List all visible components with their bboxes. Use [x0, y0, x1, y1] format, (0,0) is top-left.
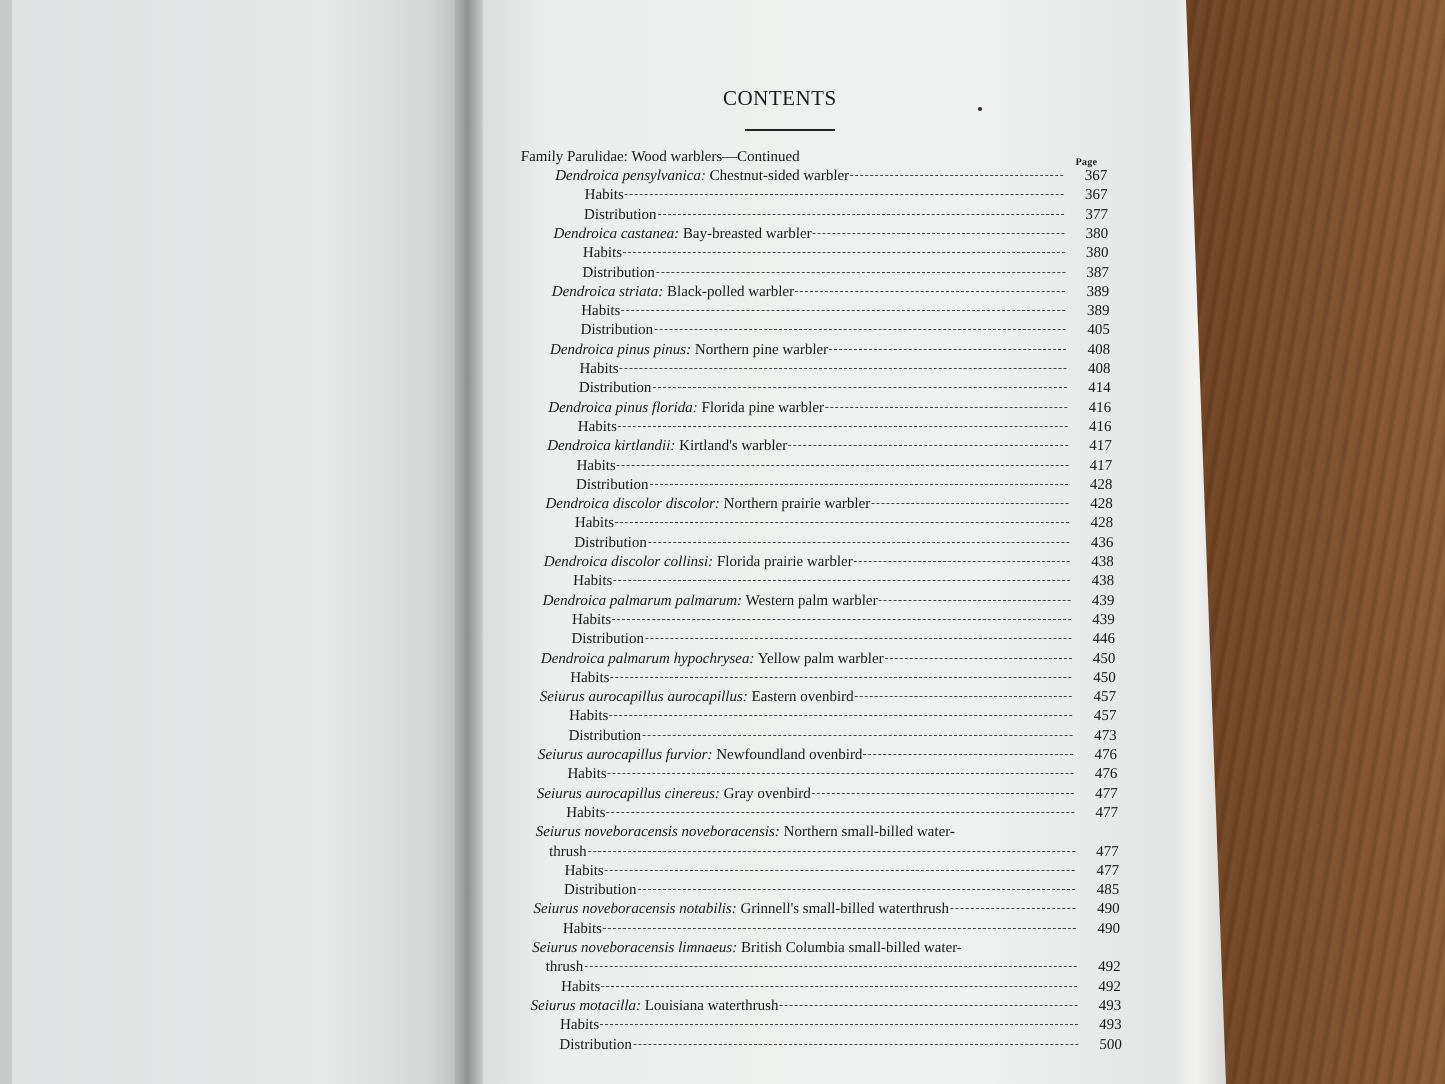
toc-species-row [532, 938, 1121, 958]
dot-leader [642, 734, 1073, 736]
toc-subsection-row [584, 185, 1107, 205]
page-number: 389 [1086, 303, 1110, 320]
species-scientific-name: Seiurus aurocapillus cinereus: [536, 785, 721, 802]
dot-leader [605, 869, 1075, 871]
toc-entry-label: Distribution [571, 631, 645, 648]
toc-subsection-row [568, 726, 1117, 746]
dot-leader [617, 464, 1068, 466]
toc-entry-label [542, 591, 878, 611]
page-number: 367 [1084, 168, 1108, 184]
dot-leader [613, 579, 1070, 581]
page-number: 492 [1098, 978, 1122, 995]
dot-leader [603, 927, 1076, 929]
species-scientific-name: Seiurus motacilla: [530, 997, 642, 1014]
dot-leader [584, 965, 1076, 967]
toc-entry-label: Distribution [574, 534, 648, 551]
toc-entry-label: Habits [567, 766, 607, 783]
species-scientific-name: Dendroica pinus florida: [548, 399, 699, 416]
toc-subsection-row [574, 533, 1114, 553]
dot-leader [950, 907, 1076, 909]
toc-entry-label [538, 745, 863, 765]
dot-leader [813, 232, 1065, 234]
species-scientific-name: Seiurus noveboracensis notabilis: [533, 901, 737, 918]
species-common-name: Florida prairie warbler [716, 554, 853, 570]
toc-entry-label [545, 494, 870, 514]
toc-entry-label [541, 649, 884, 669]
dot-leader [615, 521, 1069, 523]
toc-subsection-row [576, 456, 1112, 476]
toc-entry-label: thrush [548, 843, 587, 860]
page-number: 414 [1088, 380, 1112, 397]
species-common-name: Grinnell's small-billed waterthrush [740, 901, 950, 918]
species-common-name: Florida pine warbler [701, 399, 825, 416]
toc-subsection-row [569, 706, 1117, 726]
page-number: 477 [1095, 804, 1119, 821]
toc-entry-label: thrush [545, 959, 584, 976]
toc-entry-label [537, 784, 811, 804]
toc-entry-label: Distribution [563, 882, 637, 899]
species-scientific-name: Dendroica kirtlandii: [546, 438, 676, 455]
toc-subsection-row [579, 378, 1111, 398]
page-number: 476 [1094, 766, 1118, 783]
toc-species-row [548, 398, 1111, 418]
dot-leader [612, 618, 1071, 620]
dot-leader [850, 174, 1063, 176]
page-number: 428 [1090, 496, 1113, 513]
toc-subsection-row [575, 513, 1114, 533]
dot-leader [620, 367, 1067, 369]
page-number: 389 [1086, 283, 1110, 300]
page-number: 490 [1097, 920, 1121, 937]
toc-subsection-row [570, 668, 1116, 688]
page-number: 457 [1093, 708, 1117, 725]
toc-entry-label [533, 899, 949, 919]
toc-entry-label: Habits [568, 708, 609, 725]
dot-leader [625, 193, 1064, 195]
toc-entry-label [532, 938, 962, 958]
toc-subsection-row [566, 803, 1118, 823]
page-number: 477 [1096, 862, 1120, 879]
toc-subsection-row [582, 263, 1109, 283]
toc-entry-label: Habits [582, 245, 623, 262]
toc-subsection-row [564, 861, 1119, 881]
dot-leader [885, 657, 1072, 659]
page-number: 380 [1085, 225, 1109, 242]
page-number: 417 [1089, 457, 1113, 474]
species-scientific-name: Dendroica palmarum palmarum: [542, 592, 743, 609]
toc-subsection-row [580, 320, 1110, 340]
species-common-name: Yellow palm warbler [757, 650, 884, 667]
dot-leader [656, 271, 1065, 273]
species-common-name: Newfoundland ovenbird [715, 747, 863, 763]
toc-entry-label: Habits [564, 862, 604, 879]
left-page [0, 0, 465, 1084]
dot-leader [645, 637, 1071, 639]
toc-species-row [555, 166, 1108, 186]
species-common-name: Gray ovenbird [723, 785, 811, 802]
toc-entry-label: Habits [571, 611, 612, 628]
toc-entry-label [547, 436, 788, 456]
toc-entry-label [530, 996, 778, 1016]
species-scientific-name: Dendroica castanea: [553, 225, 680, 242]
toc-entry-label: Distribution [580, 322, 654, 339]
dot-leader [600, 1023, 1077, 1025]
page-number: 438 [1091, 554, 1114, 570]
paper-speck [978, 107, 982, 111]
toc-species-row [547, 436, 1112, 456]
toc-entry-label [551, 282, 794, 302]
toc-subsection-row [577, 417, 1111, 437]
page-number: 500 [1099, 1036, 1123, 1053]
page-number: 405 [1087, 322, 1111, 339]
species-scientific-name: Seiurus noveboracensis limnaeus: [532, 940, 738, 956]
page-number: 493 [1098, 997, 1122, 1014]
page-number: 493 [1098, 1017, 1122, 1034]
page-number: 408 [1087, 361, 1111, 377]
toc-species-row [541, 649, 1116, 669]
toc-subsection-row [559, 1035, 1122, 1055]
dot-leader [863, 753, 1073, 755]
toc-entry-label: Distribution [582, 264, 656, 281]
toc-entry-label [535, 822, 955, 842]
page-number: 377 [1085, 206, 1109, 223]
toc-entry-label: Habits [584, 187, 625, 204]
toc-species-row [550, 340, 1111, 360]
species-common-name: Northern small-billed water- [783, 824, 956, 841]
page-number: 446 [1092, 631, 1116, 648]
dot-leader [879, 599, 1071, 601]
dot-leader [606, 811, 1074, 813]
toc-entry-label: Habits [566, 804, 606, 821]
dot-leader [829, 348, 1066, 350]
toc-entry-label [539, 687, 853, 707]
toc-species-row [535, 822, 1118, 842]
dot-leader [779, 1004, 1077, 1006]
page-number: 367 [1084, 187, 1108, 204]
table-of-contents [472, 149, 1150, 1084]
species-common-name: Kirtland's warbler [678, 438, 788, 455]
toc-species-row [538, 745, 1118, 765]
dot-leader [871, 502, 1069, 504]
dot-leader [633, 1043, 1078, 1045]
toc-entry-label: Distribution [568, 727, 642, 744]
dot-leader [601, 985, 1077, 987]
toc-continuation-row [549, 842, 1119, 862]
toc-entry-label: Habits [572, 573, 613, 590]
family-heading: Family Parulidae: Wood warblers—Continued [520, 149, 800, 165]
toc-subsection-row [579, 359, 1111, 379]
species-common-name: Eastern ovenbird [751, 689, 854, 706]
toc-subsection-row [567, 764, 1117, 784]
toc-entry-label: Habits [560, 978, 601, 995]
page-number: 438 [1091, 573, 1115, 590]
toc-species-row [543, 552, 1114, 572]
dot-leader [788, 444, 1068, 446]
dot-leader [854, 560, 1070, 562]
toc-species-row [530, 996, 1121, 1016]
dot-leader [608, 772, 1074, 774]
page-number: 416 [1088, 399, 1112, 416]
toc-entry-label [555, 166, 850, 186]
species-common-name: Black-polled warbler [666, 283, 795, 300]
dot-leader [652, 386, 1066, 388]
species-common-name: Northern prairie warbler [723, 496, 871, 513]
species-common-name: Louisiana waterthrush [644, 997, 779, 1014]
toc-entry-label: Habits [559, 1017, 600, 1034]
toc-entry-label: Habits [574, 515, 615, 532]
toc-entry-label: Habits [576, 457, 617, 474]
page-number: 477 [1095, 843, 1119, 860]
toc-entry-label [550, 340, 829, 360]
contents-title: CONTENTS [723, 86, 837, 110]
left-page-edge [0, 0, 12, 1084]
species-scientific-name: Dendroica pinus pinus: [549, 341, 692, 358]
page-number: 477 [1094, 785, 1118, 802]
page-number: 387 [1086, 264, 1110, 281]
dot-leader [621, 309, 1065, 311]
species-scientific-name: Seiurus aurocapillus aurocapillus: [539, 689, 749, 706]
species-scientific-name: Dendroica discolor discolor: [545, 496, 721, 513]
page-number: 428 [1090, 515, 1114, 532]
species-scientific-name: Seiurus noveboracensis noveboracensis: [535, 824, 781, 841]
page-number: 450 [1092, 650, 1116, 667]
page-number: 417 [1089, 438, 1113, 455]
page-number: 428 [1089, 476, 1113, 493]
page-number: 380 [1085, 245, 1109, 262]
toc-subsection-row [573, 571, 1114, 591]
toc-entry-label: Distribution [559, 1036, 633, 1053]
toc-subsection-row [560, 1015, 1122, 1035]
toc-entry-label: Habits [579, 361, 619, 377]
toc-subsection-row [561, 977, 1121, 997]
species-common-name: British Columbia small-billed water- [740, 940, 963, 956]
toc-subsection-row [572, 610, 1115, 630]
page-number: 439 [1091, 611, 1115, 628]
toc-subsection-row [564, 880, 1120, 900]
toc-species-row [551, 282, 1109, 302]
dot-leader [588, 850, 1075, 852]
dot-leader [638, 888, 1076, 890]
page-number: 450 [1092, 669, 1116, 686]
toc-subsection-row [583, 243, 1109, 263]
dot-leader [654, 328, 1066, 330]
toc-species-row [553, 224, 1108, 244]
title-rule [745, 129, 835, 131]
species-scientific-name: Dendroica striata: [551, 283, 664, 300]
toc-entry-label: Habits [562, 920, 603, 937]
toc-species-row [533, 899, 1120, 919]
page-number: 473 [1093, 727, 1117, 744]
species-scientific-name: Dendroica pensylvanica: [554, 168, 707, 184]
toc-species-row [537, 784, 1118, 804]
page-number: 490 [1096, 901, 1120, 918]
toc-species-row [545, 494, 1113, 514]
species-common-name: Western palm warbler [745, 592, 878, 609]
toc-entry-label: Habits [577, 418, 618, 435]
dot-leader [609, 714, 1072, 716]
page-number: 485 [1096, 882, 1120, 899]
species-common-name: Bay-breasted warbler [682, 225, 812, 242]
page-number: 476 [1094, 747, 1118, 763]
toc-entry-label [553, 224, 812, 244]
toc-species-row [539, 687, 1116, 707]
toc-species-row [542, 591, 1114, 611]
page-number: 436 [1090, 534, 1114, 551]
dot-leader [618, 425, 1068, 427]
dot-leader [623, 251, 1064, 253]
species-scientific-name: Dendroica palmarum hypochrysea: [540, 650, 755, 667]
dot-leader [610, 676, 1071, 678]
toc-continuation-row [545, 957, 1120, 977]
page-column-label: Page [1075, 157, 1098, 168]
toc-entry-label: Habits [580, 303, 621, 320]
species-scientific-name: Seiurus aurocapillus furvior: [537, 747, 713, 763]
species-scientific-name: Dendroica discolor collinsi: [543, 554, 714, 570]
dot-leader [825, 406, 1067, 408]
dot-leader [648, 541, 1070, 543]
toc-subsection-row [563, 919, 1121, 939]
toc-entry-label: Distribution [583, 206, 657, 223]
toc-entry-label: Distribution [575, 476, 649, 493]
species-common-name: Northern pine warbler [694, 341, 829, 358]
dot-leader [795, 290, 1065, 292]
toc-subsection-row [581, 301, 1110, 321]
page-number: 457 [1093, 689, 1117, 706]
toc-entry-label: Habits [570, 669, 610, 686]
dot-leader [812, 792, 1074, 794]
page-number: 492 [1097, 959, 1121, 976]
page-number: 439 [1091, 592, 1115, 609]
dot-leader [658, 213, 1064, 215]
page-number: 416 [1088, 418, 1112, 435]
toc-entry-label [548, 398, 824, 418]
species-common-name: Chestnut-sided warbler [709, 168, 850, 184]
toc-subsection-row [571, 629, 1115, 649]
toc-subsection-row [576, 475, 1113, 495]
toc-subsection-row [584, 205, 1108, 225]
page-number: 408 [1087, 341, 1111, 358]
dot-leader [855, 695, 1072, 697]
toc-entry-label [543, 552, 853, 572]
toc-entry-label: Distribution [578, 380, 652, 397]
dot-leader [650, 483, 1069, 485]
